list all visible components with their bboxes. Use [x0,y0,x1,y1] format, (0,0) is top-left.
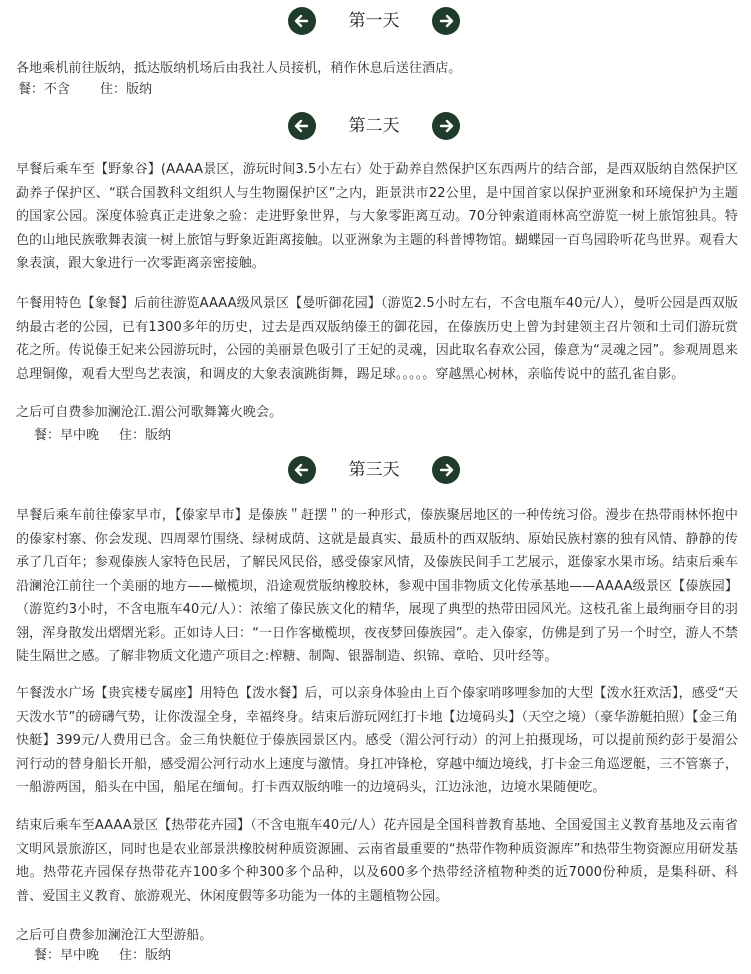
day-header-3 [0,456,751,486]
day-3-paragraph-4: 之后可自费参加澜沧江大型游船。 [16,928,213,943]
meals-label: 餐： [34,428,61,443]
lodging-label: 住： [100,82,127,97]
lodging-label: 住： [119,948,146,963]
next-day-button[interactable] [432,112,460,140]
arrow-left-icon [288,7,316,35]
day-1-paragraph: 各地乘机前往版纳，抵达版纳机场后由我社人员接机，稍作休息后送往酒店。 [16,61,462,76]
arrow-right-icon [432,456,460,484]
arrow-left-icon [288,112,316,140]
day-3-meals-lodging [34,946,171,966]
lodging-value: 版纳 [145,428,172,443]
next-day-button[interactable] [432,456,460,484]
day-2-paragraph-3: 之后可自费参加澜沧江.湄公河歌舞篝火晚会。 [16,405,283,420]
next-day-button[interactable] [432,7,460,35]
arrow-right-icon [432,112,460,140]
arrow-right-icon [432,7,460,35]
meals-label: 餐： [18,82,45,97]
prev-day-button[interactable] [288,7,316,35]
meals-value: 早中晚 [60,948,100,963]
arrow-left-icon [288,456,316,484]
day-header-2 [0,112,751,142]
day-3-paragraph-1: 早餐后乘车前往傣家早市，【傣家早市】是傣族＂赶摆＂的一种形式，傣族聚居地区的一种传统习俗。漫步在热带雨林怀抱中的傣家村寨、你会发现、四周翠竹围绕、绿树成荫、这就是最真实、最质朴的西双版纳、原始民族村寨的独有风情、静静的传承了几百年；参观傣族人家特色民居，了解民风民俗，感受傣家风情，及傣族民间手工艺展示，逛傣家水果市场。结束后乘车沿澜沧江前往一个美丽的地方——橄榄坝，沿途观赏版纳橡胶林，参观中国非物质文化传承基地——AAAA级景区【傣族园】（游览约3小时，不含电瓶车40元/人）：浓缩了傣民族文化的精华，展现了典型的热带田园风光。这枝孔雀上最绚丽夺目的羽翎，浑身散发出熠熠光彩。正如诗人曰：“一日作客橄榄坝，夜夜梦回傣族园”。走入傣家，仿佛是到了另一个时空，游人不禁陡生隔世之感。了解非物质文化遗产项目之:榨糖、制陶、银器制造、织锦、章哈、贝叶经等。 [16,508,738,664]
day-title: 第一天 [348,11,400,31]
day-title: 第二天 [348,116,400,136]
day-3-paragraph-2: 午餐泼水广场【贵宾楼专属座】用特色【泼水餐】后，可以亲身体验由上百个傣家哨哆哩参加的大型【泼水狂欢活】，感受“天天泼水节”的磅礴气势，让你泼湿全身，幸福终身。结束后游玩网红打卡地【边境码头】（天空之境）（豪华游艇拍照）【金三角快艇】399元/人费用已含。金三角快艇位于傣族园景区内。感受（湄公河行动）的河上拍摄现场，可以提前预约彭于晏湄公河行动的替身船长开船，感受湄公河行动水上速度与激情。身扛冲锋枪，穿越中缅边境线，打卡金三角巡逻艇，三不管寨子，一船游两国，船头在中国，船尾在缅甸。打卡西双版纳唯一的边境码头，江边泳池，边境水果随便吃。 [16,686,738,795]
prev-day-button[interactable] [288,112,316,140]
lodging-label: 住： [119,428,146,443]
day-2-paragraph-1: 早餐后乘车至【野象谷】(AAAA景区，游玩时间3.5小左右）处于勐养自然保护区东西两片的结合部，是西双版纳自然保护区勐养子保护区、“联合国教科文组织人与生物圈保护区”之内，距景洪市22公里，是中国首家以保护亚洲象和环境保护为主题的国家公园。深度体验真正走进象之验：走进野象世界，与大象零距离互动。70分钟索道雨林高空游览一树上旅馆独具。特色的山地民族歌舞表演一树上旅馆与野象近距离接触。以亚洲象为主题的科普博物馆。蝴蝶园一百鸟园聆听花鸟世界。观看大象表演，跟大象进行一次零距离亲密接触。 [16,162,738,271]
prev-day-button[interactable] [288,456,316,484]
meals-value: 早中晚 [60,428,100,443]
meals-label: 餐： [34,948,61,963]
day-1-meals-lodging [18,80,152,100]
day-2-paragraph-2: 午餐用特色【象餐】后前往游览AAAA级风景区【曼听御花园】（游览2.5小时左右，不含电瓶车40元/人），曼听公园是西双版纳最古老的公园，已有1300多年的历史，过去是西双版纳傣王的御花园，在傣族历史上曾为封建领主召片领和土司们游玩赏花之所。传说傣王妃来公园游玩时，公园的美丽景色吸引了王妃的灵魂，因此取名春欢公园，傣意为“灵魂之园”。参观周恩来总理铜像，观看大型鸟艺表演，和调皮的大象表演跳街舞，踢足球。。。。。穿越黑心树林，亲临传说中的蓝孔雀自影。 [16,296,738,382]
day-3-paragraph-3: 结束后乘车至AAAA景区【热带花卉园】（不含电瓶车40元/人）花卉园是全国科普教育基地、全国爱国主义教育基地及云南省文明风景旅游区，同时也是农业部景洪橡胶树种质资源圃、云南省最重要的“热带作物种质资源库”和热带生物资源应用研发基地。热带花卉园保存热带花卉100多个种300多个品种，以及600多个热带经济植物种类的近7000份种质，是集科研、科普、爱国主义教育、旅游观光、休闲度假等多功能为一体的主题植物公园。 [16,818,738,904]
day-2-meals-lodging [34,426,171,446]
lodging-value: 版纳 [126,82,153,97]
meals-value: 不含 [44,82,71,97]
day-header-1 [0,7,751,37]
lodging-value: 版纳 [145,948,172,963]
day-title: 第三天 [348,460,400,480]
